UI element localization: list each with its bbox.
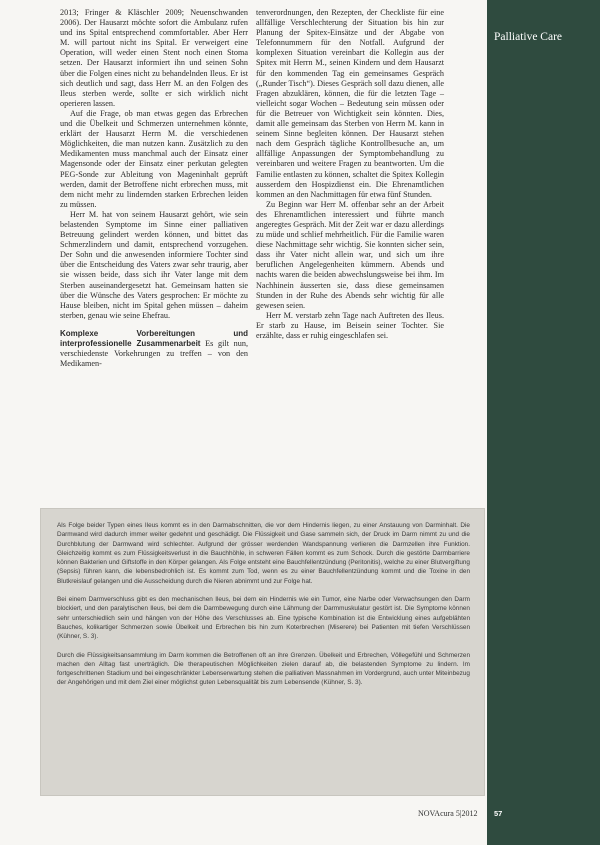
body-paragraph: Herr M. hat von seinem Hausarzt gehört, wie sein belastenden Symptome im Sinne einer palliativen Betreuung gelindert werden können, und bittet das Schmerzlindern und damit, entsprechend vorzugehen. Der Sohn und die anwesenden informiere Tochter sind über die Entscheidung des Vaters zwar sehr traurig, aber sie wissen beide, dass sich ihr Vater lange mit dem Sterben auseinandergesetzt hat. Gemeinsam hatten sie über die Wünsche des Vaters gesprochen: Er möchte zu Hause bleiben, nicht im Spital gehen müssen – daheim sterben, genau wie seine Ehefrau. (60, 209, 248, 320)
subheading: Komplexe Vorbereitungen und interprofessionelle Zusammenarbeit (60, 328, 248, 348)
info-box-paragraph: Durch die Flüssigkeitsansammlung im Darm kommen die Betroffenen oft an ihre Grenzen. Übelkeit und Erbrechen, Völlegefühl und Schmerzen machen den Alltag fast unerträglich. Die therapeutischen Möglichkeiten zielen darauf ab, die belastenden Symptome zu lindern. Im fortgeschrittenen Stadium und bei eingeschränkter Lebenserwartung stehen die palliativen Massnahmen im Vordergrund, auch unter Miteinbezug der Angehörigen und mit dem Ziel einer möglichst guten Lebensqualität bis zum Lebensende (Kühner, S. 3). (57, 651, 470, 687)
info-box (40, 508, 485, 796)
body-paragraph: Auf die Frage, ob man etwas gegen das Erbrechen und die Übelkeit und Schmerzen unternehmen könnte, erklärt der Hausarzt Herrn M. die verschiedenen Möglichkeiten, die man nutzen kann. Zusätzlich zu den Medikamenten muss manchmal auch der Einsatz einer Magensonde oder der Einsatz einer perkutan gelegten PEG-Sonde zur Ableitung von Mageninhalt geprüft werden, damit der Betroffene nicht erbrechen muss, mit dem nicht mehr zu lindernden starken Erbrechen leiden zu müssen. (60, 108, 248, 209)
body-paragraph: 2013; Fringer & Kläschler 2009; Neuenschwanden 2006). Der Hausarzt möchte sofort die Ambulanz rufen und ins Spital entsprechend commfortabler. Aber Herr M. will partout nicht ins Spital. Er verweigert eine Operation, will weder einen Stent noch einen Stoma setzen. Der Hausarzt informiert ihn und seinen Sohn über die Folgen eines nicht zu behandelnden Ileus. Er ist sich deutlich und sagt, dass Herr M. an den Folgen des Ileus sterben werde, sollte er sich wirklich nicht operieren lassen. (60, 8, 248, 108)
subheading-paragraph (60, 329, 248, 369)
body-paragraph: Herr M. verstarb zehn Tage nach Auftreten des Ileus. Er starb zu Hause, im Beisein seiner Tochter. Sie erzählte, dass er ruhig eingeschlafen sei. (256, 310, 444, 340)
info-box-paragraph: Bei einem Darmverschluss gibt es den mechanischen Ileus, bei dem ein Hindernis wie ein Tumor, eine Narbe oder Verwachsungen den Darm blockiert, und den paralytischen Ileus, bei dem die Darmbewegung durch eine Lähmung der Darmmuskulatur gestört ist. Die Symptome können sehr unterschiedlich sein und hängen von der Höhe des Verschlusses ab. Eine typische Kombination ist die Entwicklung eines aufgeblähten Bauches, kolikartiger Schmerzen sowie Übelkeit und Erbrechen bis hin zum Koterbrechen (Miserere) bei Patienten mit tiefen Verschlüssen (Kühner, S. 3). (57, 596, 470, 641)
subheading-continuation: Es gilt nun, verschiedenste Vorkehrungen zu treffen – von den Medikamen- (60, 339, 248, 369)
section-sidebar (487, 0, 600, 845)
magazine-issue: NOVAcura 5|2012 (418, 809, 478, 818)
right-text-column (256, 8, 444, 341)
body-paragraph: Zu Beginn war Herr M. offenbar sehr an der Arbeit des Ehrenamtlichen interessiert und führte manch angeregtes Gespräch. Mit der Zeit war er dazu allerdings zu müde und schlief mehrheitlich. Für die Familie waren diese Nachmittage sehr wichtig. Sie konnten sicher sein, dass ihr Vater nicht allein war, und sich um ihre beruflichen Angelegenheiten kümmern. Abends und nachts waren die beiden abwechslungsweise bei ihm. Im Nachhinein äusserten sie, dass diese gemeinsamen Stunden in der Ruhe des Abends sehr wichtig für alle gewesen seien. (256, 199, 444, 310)
body-paragraph: tenverordnungen, den Rezepten, der Checkliste für eine allfällige Verschlechterung der Situation bis hin zur Planung der Spitex-Einsätze und der Abgabe von Telefonnummern für den Notfall. Aufgrund der komplexen Situation vereinbart die Kollegin aus der Spitex mit Herrn M., seinen Kindern und dem Hausarzt für den kommenden Tag ein gemeinsames Gespräch („Runder Tisch“). Dieses Gespräch soll dazu dienen, alle Fragen abzuklären, können, die für die letzten Tage – vielleicht sogar Wochen – Bedeutung sein müssen oder für die Betreuer von Wichtigkeit sein könnten. Dies, damit alle gemeinsam das Sterben von Herrn M. kann in seinem Sinne begleiten können. Der Hausarzt stehen nach dem Gespräch tägliche Kontrollbesuche an, um allfällige Anpassungen der Symptombehandlung zu vereinbaren und weitere Fragen zu beantworten. Um die Familie entlasten zu können, schaltet die Spitex Kollegin ausserdem den Hospizdienst ein. Die Ehrenamtlichen kommen an den Nachmittagen für etwa fünf Stunden. (256, 8, 444, 199)
info-box-paragraph: Als Folge beider Typen eines Ileus kommt es in den Darmabschnitten, die vor dem Hindernis liegen, zu einer Anstauung von Darminhalt. Die Darmwand wird dadurch immer weiter gedehnt und geschädigt. Die Flüssigkeit und Gase sammeln sich, der Druck im Darm nimmt zu und die Durchblutung der Darmwand wird schlechter. Aufgrund der grösser werdenden Wandspannung verlieren die Darmzellen ihre Funktion. Gleichzeitig kommt es zum Flüssigkeitsverlust in die Bauchhöhle, in schweren Fällen kommt es zum Schock. Durch die gestörte Darmbarriere können Bakterien und Giftstoffe in den Körper gelangen. Als Folge entsteht eine Bauchfellentzündung (Peritonitis), welche zu einer Blutvergiftung (Sepsis) führen kann, die lebensbedrohlich ist. Es kommt zum Tod, wenn es zu einer Bauchfellentzündung kommt und die Toxine in den Blutkreislauf gelangen und die Ausscheidung durch die Nieren abnimmt und zur Folge hat. (57, 522, 470, 585)
section-label: Palliative Care (494, 31, 563, 43)
left-text-column (60, 8, 248, 369)
page-number: 57 (494, 809, 503, 818)
